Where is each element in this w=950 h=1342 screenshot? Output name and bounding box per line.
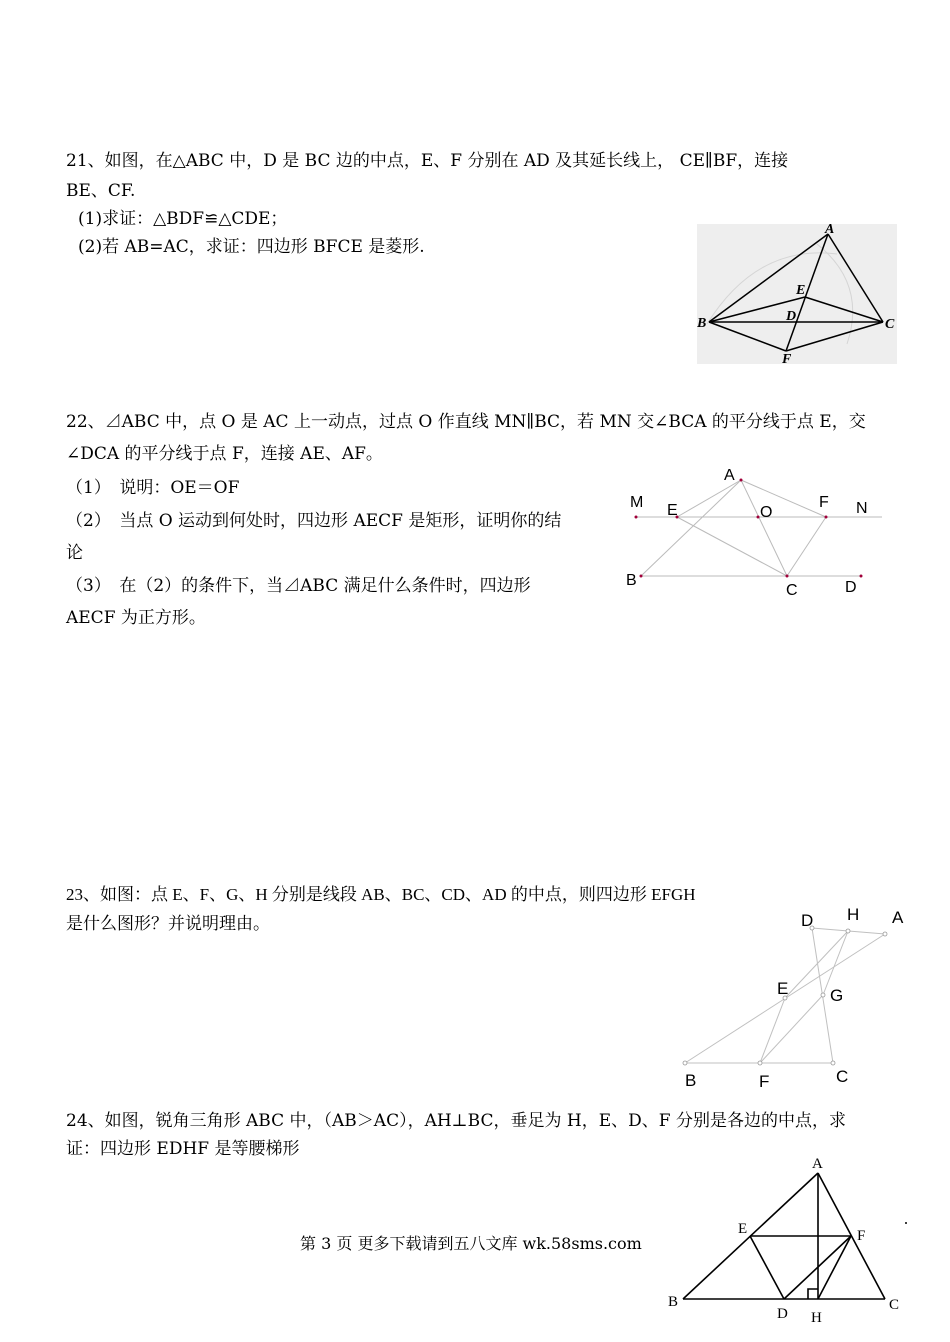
q22-part1: （1） 说明：OE＝OF [66, 478, 240, 498]
q22-segment-AF [741, 480, 826, 517]
q24-label-B: B [668, 1294, 679, 1310]
q22-segment-FC [787, 517, 826, 576]
q24-label-E: E [738, 1221, 748, 1237]
q22-label-O: O [760, 504, 773, 521]
q23-label-C: C [836, 1067, 849, 1086]
q23-label-H: H [847, 905, 860, 924]
q23-figure [675, 900, 910, 1095]
q22-part2-a: （2） 当点 O 运动到何处时，四边形 AECF 是矩形，证明你的结 [66, 511, 562, 531]
q22-part3-b: AECF 为正方形。 [66, 608, 206, 628]
q23-segment-EF [760, 998, 785, 1063]
q24-label-A: A [812, 1156, 823, 1172]
q22-figure [620, 460, 890, 600]
q23-label-G: G [830, 986, 844, 1005]
q21-figure [697, 224, 897, 364]
q21-label-D: D [786, 309, 797, 324]
q23-label-F: F [759, 1072, 770, 1091]
q24-right-angle-mark [808, 1289, 818, 1299]
q21-label-C: C [885, 317, 895, 332]
page-footer: 第 3 页 更多下载请到五八文库 wk.58sms.com [300, 1234, 642, 1253]
q21-label-F: F [782, 352, 792, 364]
q22-segment-EC [677, 517, 787, 576]
q21-line1: 21、如图，在△ABC 中，D 是 BC 边的中点，E、F 分别在 AD 及其延长线上， CE∥BF，连接 [66, 151, 789, 171]
q22-label-D: D [845, 579, 857, 596]
q24-label-F: F [857, 1228, 866, 1244]
q22-label-A: A [724, 467, 735, 484]
q22-part3-a: （3） 在（2）的条件下，当⊿ABC 满足什么条件时，四边形 [66, 576, 531, 596]
q22-segment-AC [741, 480, 787, 576]
q22-label-N: N [856, 500, 868, 517]
q22-label-E: E [667, 502, 678, 519]
q21-label-E: E [796, 283, 806, 298]
q22-label-M: M [630, 494, 644, 511]
q22-line1: 22、⊿ABC 中，点 O 是 AC 上一动点，过点 O 作直线 MN∥BC，若 MN 交∠BCA 的平分线于点 E，交 [66, 412, 866, 432]
q21-label-A: A [825, 224, 835, 237]
q21-label-B: B [697, 316, 707, 331]
q23-line2: 是什么图形？并说明理由。 [66, 914, 270, 934]
q22-line2: ∠DCA 的平分线于点 F，连接 AE、AF。 [66, 444, 383, 464]
q23-line1: 23、如图：点 E、F、G、H 分别是线段 AB、BC、CD、AD 的中点，则四边形 EFGH [66, 885, 696, 904]
q23-label-A: A [892, 908, 904, 927]
q21-part2: (2)若 AB=AC，求证：四边形 BFCE 是菱形. [78, 237, 425, 257]
q22-label-C: C [786, 582, 798, 599]
q24-label-D: D [777, 1306, 788, 1322]
q24-label-C: C [889, 1297, 900, 1313]
q22-part2-b: 论 [66, 543, 83, 563]
q22-label-F: F [819, 494, 829, 511]
q23-segment-FG [760, 995, 823, 1063]
q21-part1: (1)求证：△BDF≌△CDE； [78, 209, 288, 229]
q24-line1: 24、如图，锐角三角形 ABC 中，（AB＞AC），AH⊥BC，垂足为 H，E、D、F 分别是各边的中点，求 [66, 1111, 846, 1131]
q23-label-E: E [777, 979, 789, 998]
q21-line2: BE、CF. [66, 181, 136, 201]
q22-segment-AE [677, 480, 741, 517]
q24-segment-ED [750, 1236, 784, 1299]
q24-segment-FH [818, 1236, 851, 1299]
q22-segment-AB [641, 480, 741, 576]
q23-label-B: B [685, 1071, 697, 1090]
q24-label-H: H [811, 1310, 822, 1326]
q24-line2: 证：四边形 EDHF 是等腰梯形 [66, 1139, 300, 1159]
q24-figure [663, 1148, 915, 1332]
q22-label-B: B [626, 572, 637, 589]
q23-label-D: D [801, 911, 814, 930]
